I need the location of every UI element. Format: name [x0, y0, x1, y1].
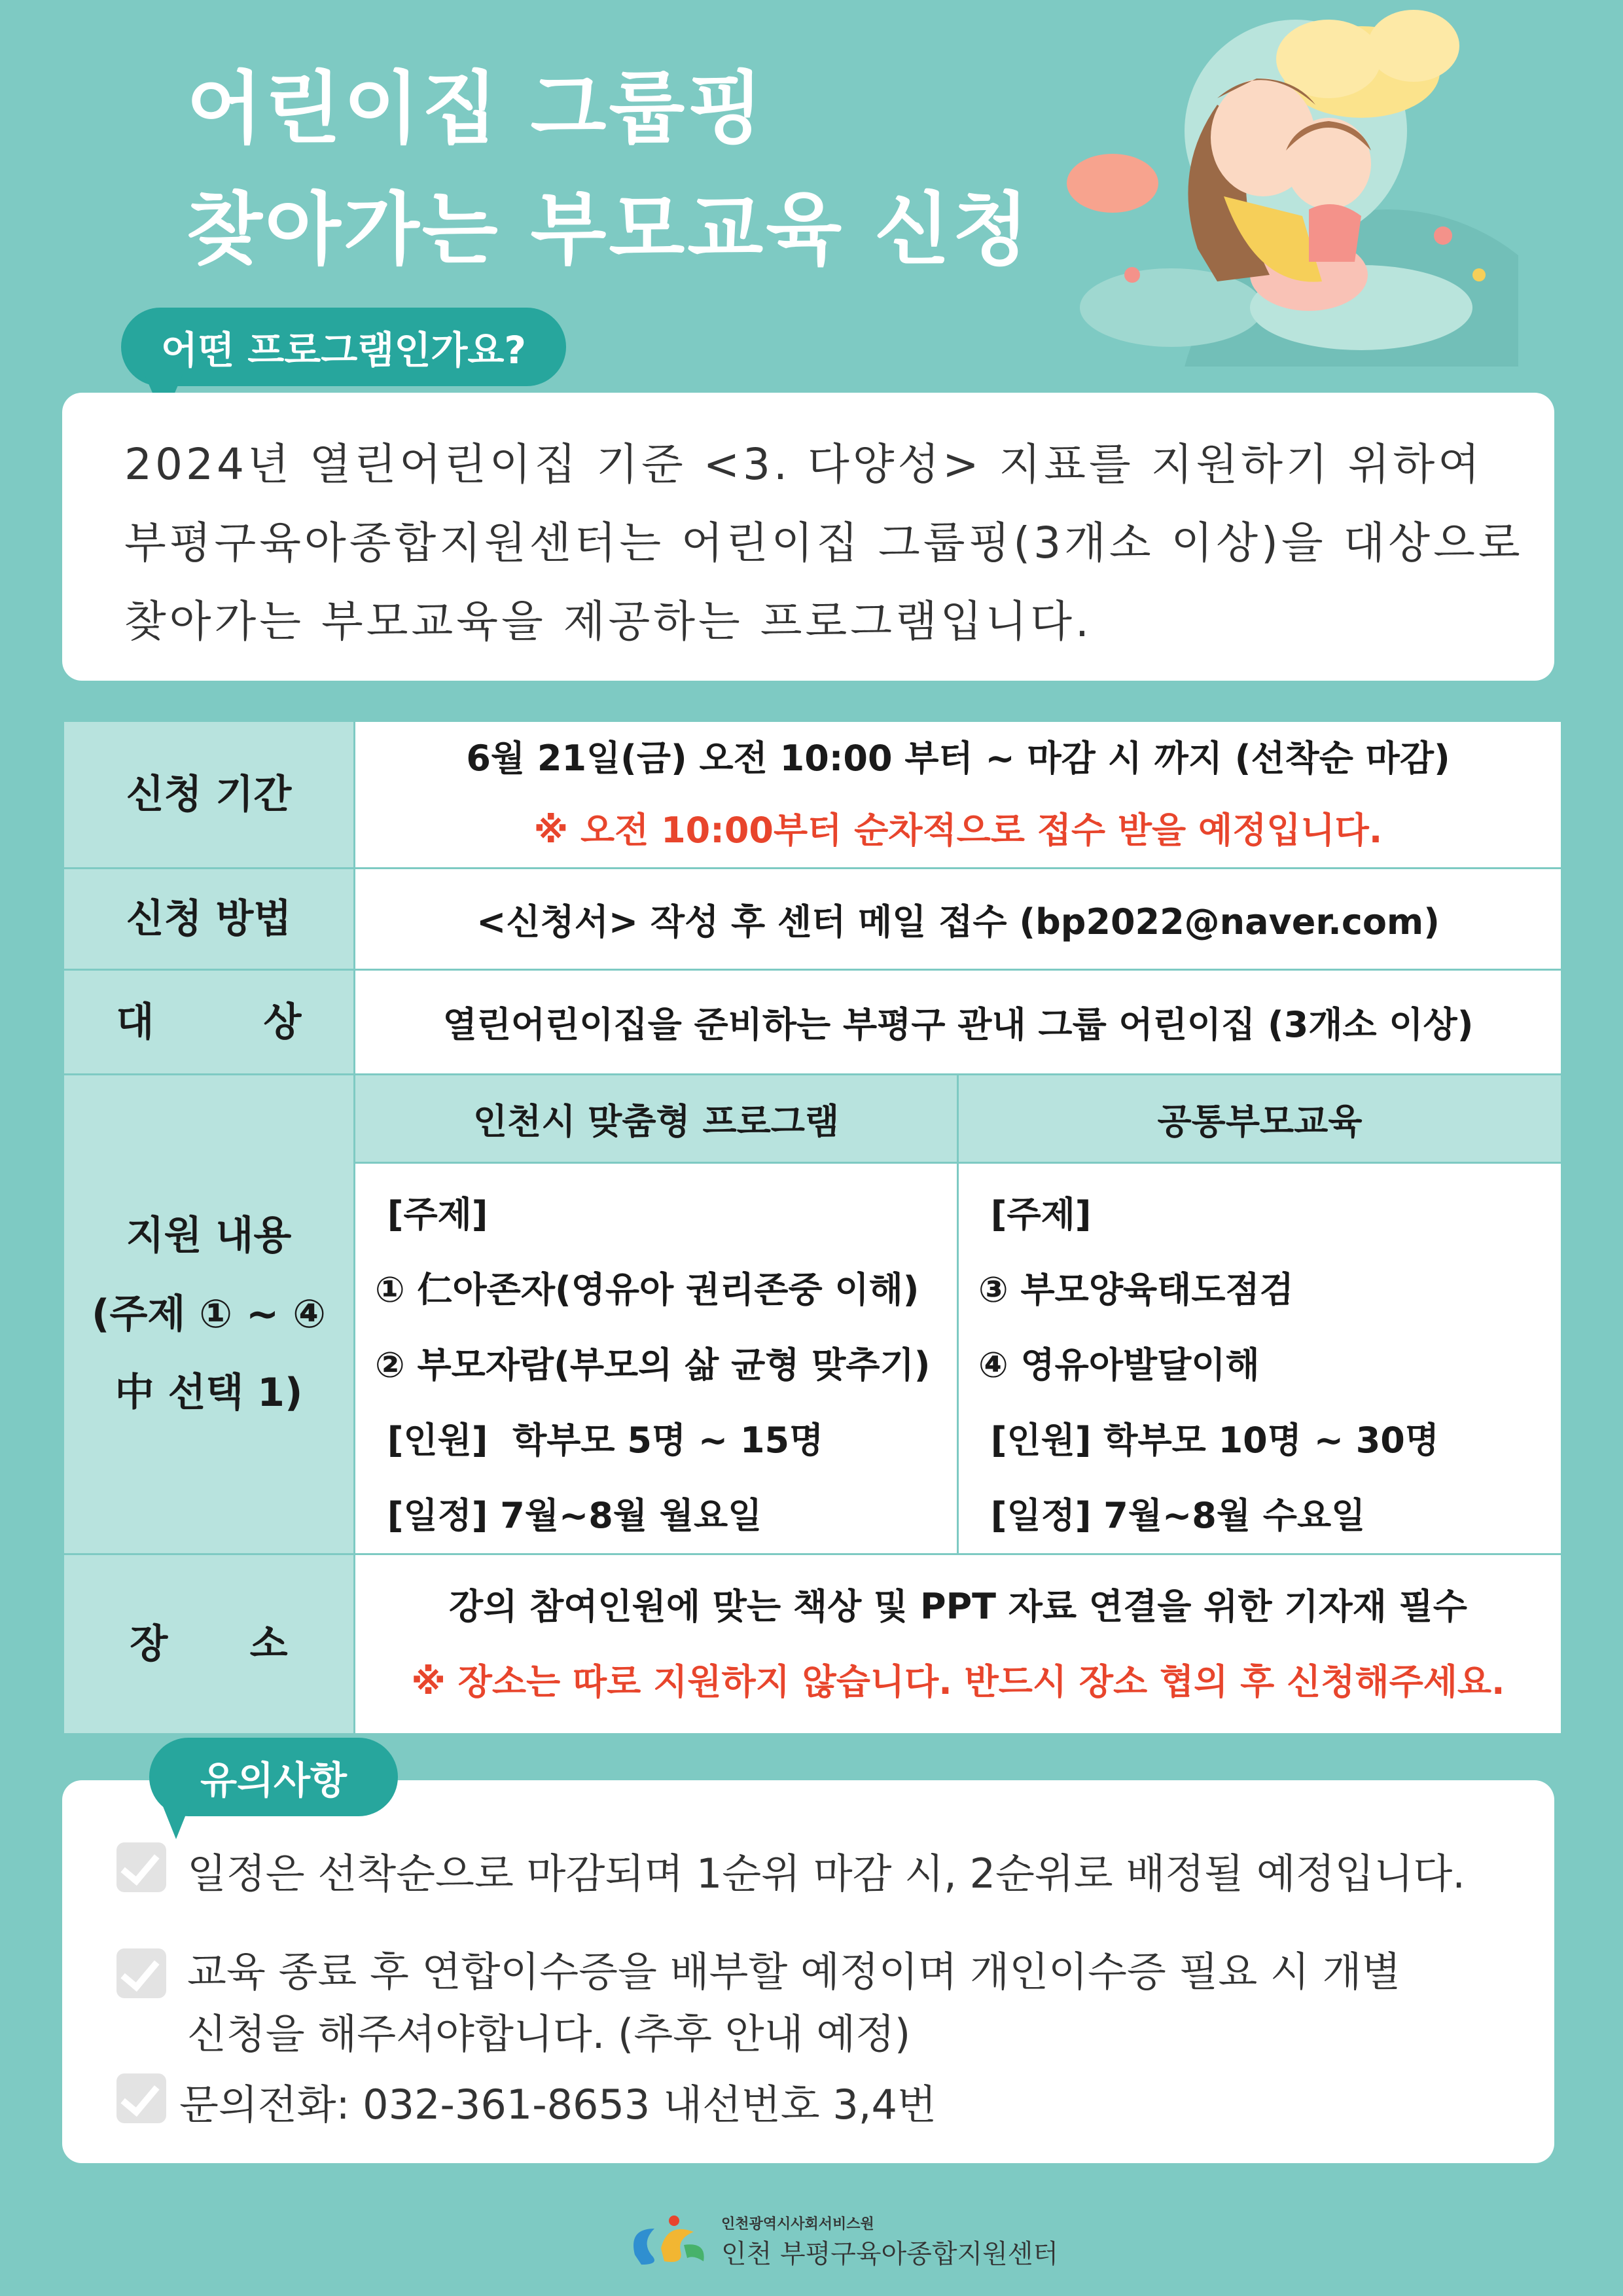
list-item: ② 부모자람(부모의 삶 균형 맞추기) — [375, 1344, 931, 1386]
footer-org-small: 인천광역시사회서비스원 — [721, 2216, 874, 2233]
support-label — [63, 1075, 355, 1554]
list-item: [일정] 7월~8월 월요일 — [375, 1495, 762, 1536]
note-text: 문의전화: 032-361-8653 내선번호 3,4번 — [179, 2081, 936, 2128]
list-item: ① 仁아존자(영유아 권리존중 이해) — [375, 1269, 919, 1310]
place-value — [355, 1554, 1562, 1734]
list-item: [주제] — [978, 1194, 1092, 1235]
place-note: ※ 장소는 따로 지원하지 않습니다. 반드시 장소 협의 후 신청해주세요. — [411, 1661, 1505, 1702]
period-note: ※ 오전 10:00부터 순차적으로 접수 받을 예정입니다. — [533, 810, 1383, 851]
target-value: 열린어린이집을 준비하는 부평구 관내 그룹 어린이집 (3개소 이상) — [355, 970, 1562, 1075]
notes-badge-tail — [160, 1800, 192, 1839]
col2-header: 공통부모교육 — [958, 1075, 1562, 1163]
support-label-line-2: (주제 ① ~ ④ — [92, 1291, 326, 1337]
support-label-line-1: 지원 내용 — [126, 1213, 292, 1259]
method-label: 신청 방법 — [63, 869, 355, 970]
period-label: 신청 기간 — [63, 721, 355, 869]
list-item: [주제] — [375, 1194, 488, 1235]
title-line-1: 어린이집 그룹핑 — [187, 63, 766, 154]
note-row-3 — [116, 2073, 936, 2136]
intro-line: 부평구육아종합지원센터는 어린이집 그룹핑(3개소 이상)을 대상으로 — [124, 518, 1524, 568]
title-line-2: 찾아가는 부모교육 신청 — [187, 185, 1031, 276]
col2-items — [958, 1163, 1562, 1554]
method-value: <신청서> 작성 후 센터 메일 접수 (bp2022@naver.com) — [355, 869, 1562, 970]
center-logo-icon — [622, 2209, 713, 2274]
checkbox-icon — [116, 2073, 166, 2123]
intro-card — [62, 393, 1554, 681]
period-value — [355, 721, 1562, 869]
list-item: ③ 부모양육태도점검 — [978, 1269, 1294, 1310]
note-row-1 — [116, 1842, 1465, 1905]
list-item: [인원] 학부모 10명 ~ 30명 — [978, 1420, 1440, 1461]
checkbox-icon — [116, 1842, 166, 1892]
target-label: 대 상 — [63, 970, 355, 1075]
note-text: 일정은 선착순으로 마감되며 1순위 마감 시, 2순위로 배정될 예정입니다. — [187, 1850, 1465, 1897]
note-text: 신청을 해주셔야합니다. (추후 안내 예정) — [187, 2010, 911, 2058]
col1-items — [355, 1163, 958, 1554]
intro-line: 찾아가는 부모교육을 제공하는 프로그램입니다. — [124, 596, 1093, 647]
col1-header: 인천시 맞춤형 프로그램 — [355, 1075, 958, 1163]
list-item: [일정] 7월~8월 수요일 — [978, 1495, 1366, 1536]
program-badge: 어떤 프로그램인가요? — [121, 308, 566, 386]
checkbox-icon — [116, 1948, 166, 1998]
note-text-block — [166, 1941, 1400, 2065]
list-item: [인원] 학부모 5명 ~ 15명 — [375, 1420, 824, 1461]
footer-org-big: 인천 부평구육아종합지원센터 — [721, 2239, 1059, 2269]
note-row-2 — [116, 1941, 1400, 2065]
list-item: ④ 영유아발달이해 — [978, 1344, 1260, 1386]
intro-line: 2024년 열린어린이집 기준 <3. 다양성> 지표를 지원하기 위하여 — [124, 439, 1484, 490]
support-label-line-3: 中 선택 1) — [115, 1370, 303, 1416]
notes-badge: 유의사항 — [149, 1738, 398, 1816]
note-text: 교육 종료 후 연합이수증을 배부할 예정이며 개인이수증 필요 시 개별 — [187, 1948, 1401, 1996]
place-text: 강의 참여인원에 맞는 책상 및 PPT 자료 연결을 위한 기자재 필수 — [449, 1586, 1467, 1627]
info-table — [62, 720, 1563, 1735]
period-text: 6월 21일(금) 오전 10:00 부터 ~ 마감 시 까지 (선착순 마감) — [466, 738, 1450, 779]
place-label: 장 소 — [63, 1554, 355, 1734]
footer — [622, 2209, 1058, 2274]
mother-child-illustration — [1021, 0, 1518, 367]
